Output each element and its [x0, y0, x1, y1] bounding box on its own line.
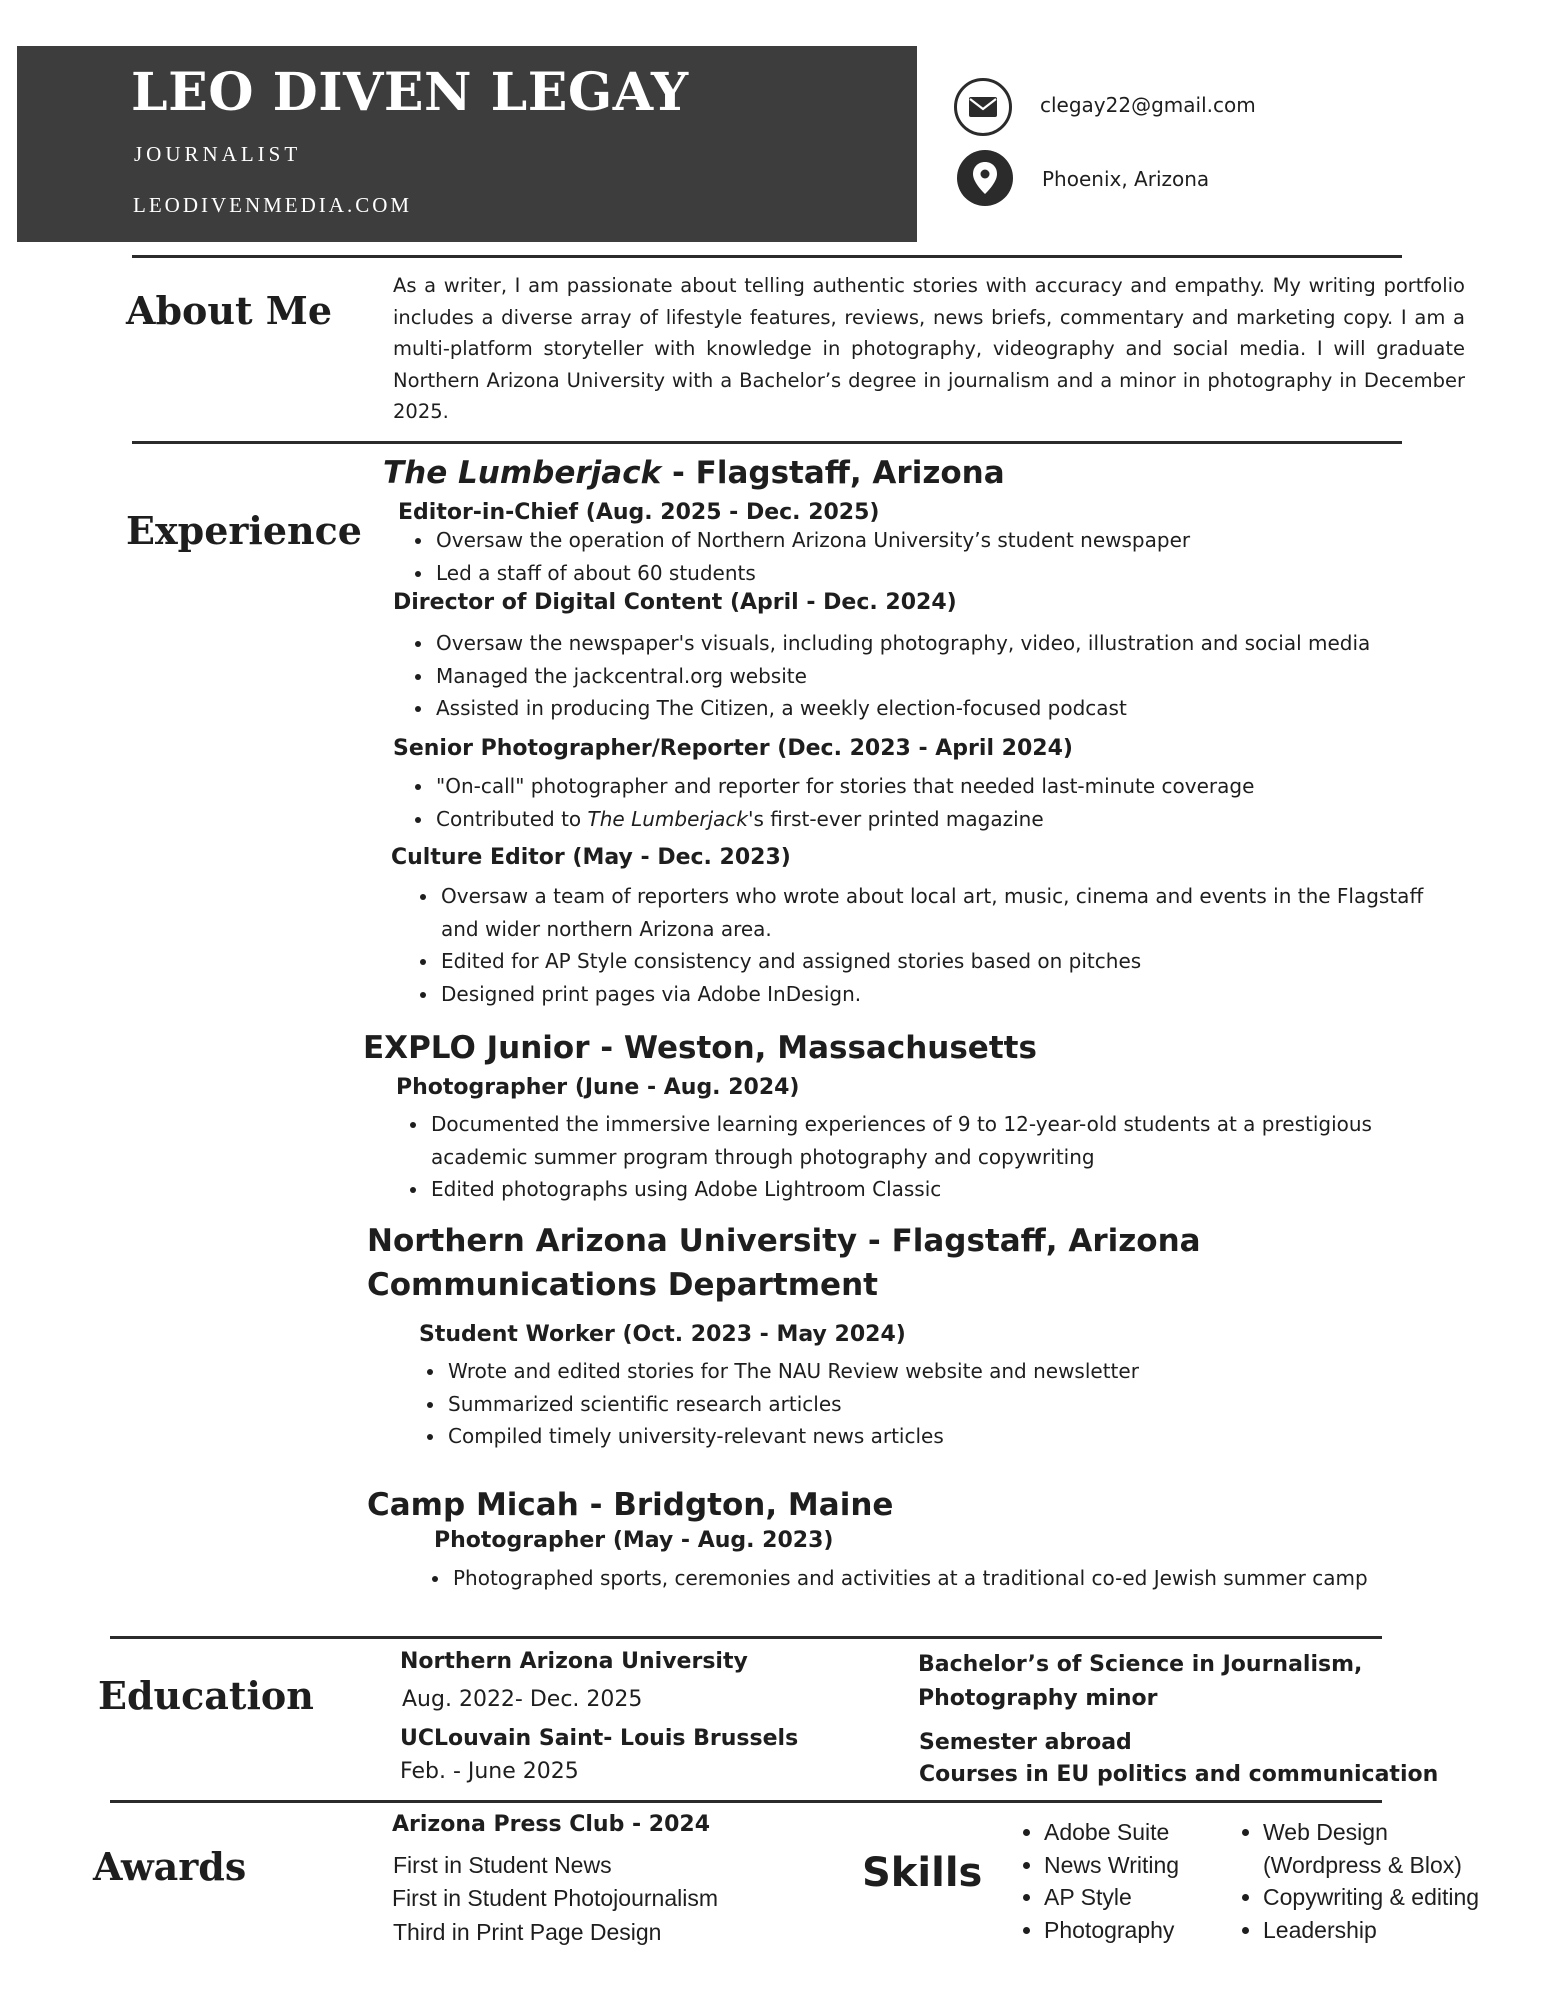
location-pin-icon — [957, 150, 1013, 206]
skills-list-right — [1235, 1816, 1545, 1946]
education-heading: Education — [98, 1673, 314, 1718]
degree-text: Bachelor’s of Science in Journalism, — [918, 1652, 1363, 1677]
list-item: • News Writing — [1044, 1849, 1244, 1882]
bullet-list — [413, 880, 1439, 1010]
list-item: • "On-call" photographer and reporter for stories that needed last-minute coverage — [434, 770, 1494, 803]
list-item: • Led a staff of about 60 students — [434, 557, 1484, 590]
list-item: • Leadership — [1263, 1914, 1545, 1947]
list-item: • Copywriting & editing — [1263, 1881, 1545, 1914]
list-item: • Wrote and edited stories for The NAU Review website and newsletter — [446, 1355, 1446, 1388]
list-item: • Oversaw the newspaper's visuals, including photography, video, illustration and social media — [434, 627, 1494, 660]
job-title: JOURNALIST — [134, 142, 302, 166]
role-title: Senior Photographer/Reporter (Dec. 2023 - April 2024) — [393, 736, 1073, 761]
list-item: • Documented the immersive learning experiences of 9 to 12-year-old students at a prestigious academic summer program through photography and copywriting — [429, 1108, 1429, 1173]
mail-icon — [954, 78, 1012, 136]
role-title: Editor-in-Chief (Aug. 2025 - Dec. 2025) — [398, 500, 880, 525]
school-dates: Aug. 2022- Dec. 2025 — [402, 1687, 643, 1712]
divider — [132, 255, 1402, 258]
awards-heading: Awards — [93, 1844, 247, 1889]
role-title: Student Worker (Oct. 2023 - May 2024) — [419, 1322, 906, 1347]
bullet-list — [420, 1355, 1446, 1453]
list-item: • Managed the jackcentral.org website — [434, 660, 1494, 693]
bullet-list — [408, 770, 1494, 835]
school-dates: Feb. - June 2025 — [400, 1759, 579, 1784]
list-item: • Edited photographs using Adobe Lightroom Classic — [429, 1173, 1429, 1206]
org-nau: Northern Arizona University - Flagstaff, Arizona — [367, 1223, 1201, 1259]
list-item: • Web Design (Wordpress & Blox) — [1263, 1816, 1545, 1881]
list-item: • Adobe Suite — [1044, 1816, 1244, 1849]
award-item: First in Student Photojournalism — [392, 1885, 718, 1911]
about-text: As a writer, I am passionate about telling authentic stories with accuracy and empathy. My writing portfolio includes a diverse array of lifestyle features, reviews, news briefs, commentary and marketing copy. I am a multi-platform storyteller with knowledge in photography, videography and social media. I will graduate Northern Arizona University with a Bachelor’s degree in journalism and a minor in photography in December 2025. — [393, 274, 1465, 423]
awards-org: Arizona Press Club - 2024 — [392, 1812, 711, 1837]
role-title: Photographer (May - Aug. 2023) — [434, 1528, 834, 1553]
list-item: • Contributed to The Lumberjack's first-ever printed magazine — [434, 803, 1494, 836]
experience-heading: Experience — [126, 508, 362, 553]
org-camp-micah: Camp Micah - Bridgton, Maine — [367, 1487, 894, 1523]
school-name: Northern Arizona University — [400, 1649, 748, 1674]
bullet-list — [425, 1562, 1531, 1595]
list-item: • Edited for AP Style consistency and assigned stories based on pitches — [439, 945, 1439, 978]
list-item: • Assisted in producing The Citizen, a weekly election-focused podcast — [434, 692, 1494, 725]
bullet-list — [408, 627, 1494, 725]
list-item: • Oversaw a team of reporters who wrote about local art, music, cinema and events in the Flagstaff and wider northern Arizona area. — [439, 880, 1439, 945]
divider — [110, 1636, 1382, 1639]
list-item: • Summarized scientific research articles — [446, 1388, 1446, 1421]
list-item: • Photography — [1044, 1914, 1244, 1947]
candidate-name: LEO DIVEN LEGAY — [131, 62, 689, 123]
degree-minor: Photography minor — [918, 1686, 1158, 1711]
list-item: • Oversaw the operation of Northern Arizona University’s student newspaper — [434, 524, 1484, 557]
school-name: UCLouvain Saint- Louis Brussels — [400, 1726, 799, 1751]
list-item: • Compiled timely university-relevant news articles — [446, 1420, 1446, 1453]
website-link[interactable]: LEODIVENMEDIA.COM — [133, 193, 413, 217]
abroad-courses: Courses in EU politics and communication — [919, 1762, 1439, 1787]
divider — [110, 1800, 1382, 1803]
location-text: Phoenix, Arizona — [1042, 167, 1210, 191]
list-item: • Photographed sports, ceremonies and activities at a traditional co-ed Jewish summer camp — [451, 1562, 1531, 1595]
bullet-list — [408, 524, 1484, 589]
role-title: Culture Editor (May - Dec. 2023) — [391, 845, 791, 870]
award-item: Third in Print Page Design — [393, 1919, 662, 1945]
about-heading: About Me — [126, 288, 333, 333]
role-title: Photographer (June - Aug. 2024) — [396, 1075, 800, 1100]
email-link[interactable]: clegay22@gmail.com — [1040, 93, 1256, 117]
divider — [132, 441, 1402, 444]
bullet-list — [403, 1108, 1429, 1206]
org-nau-department: Communications Department — [367, 1267, 878, 1303]
skills-heading: Skills — [862, 1850, 983, 1896]
org-explo: EXPLO Junior - Weston, Massachusetts — [363, 1030, 1037, 1066]
role-title: Director of Digital Content (April - Dec. 2024) — [393, 590, 957, 615]
list-item: • Designed print pages via Adobe InDesign. — [439, 978, 1439, 1011]
skills-list-left — [1016, 1816, 1244, 1946]
list-item: • AP Style — [1044, 1881, 1244, 1914]
abroad-text: Semester abroad — [919, 1730, 1132, 1755]
award-item: First in Student News — [393, 1852, 612, 1878]
org-lumberjack: The Lumberjack - Flagstaff, Arizona — [383, 455, 1005, 491]
